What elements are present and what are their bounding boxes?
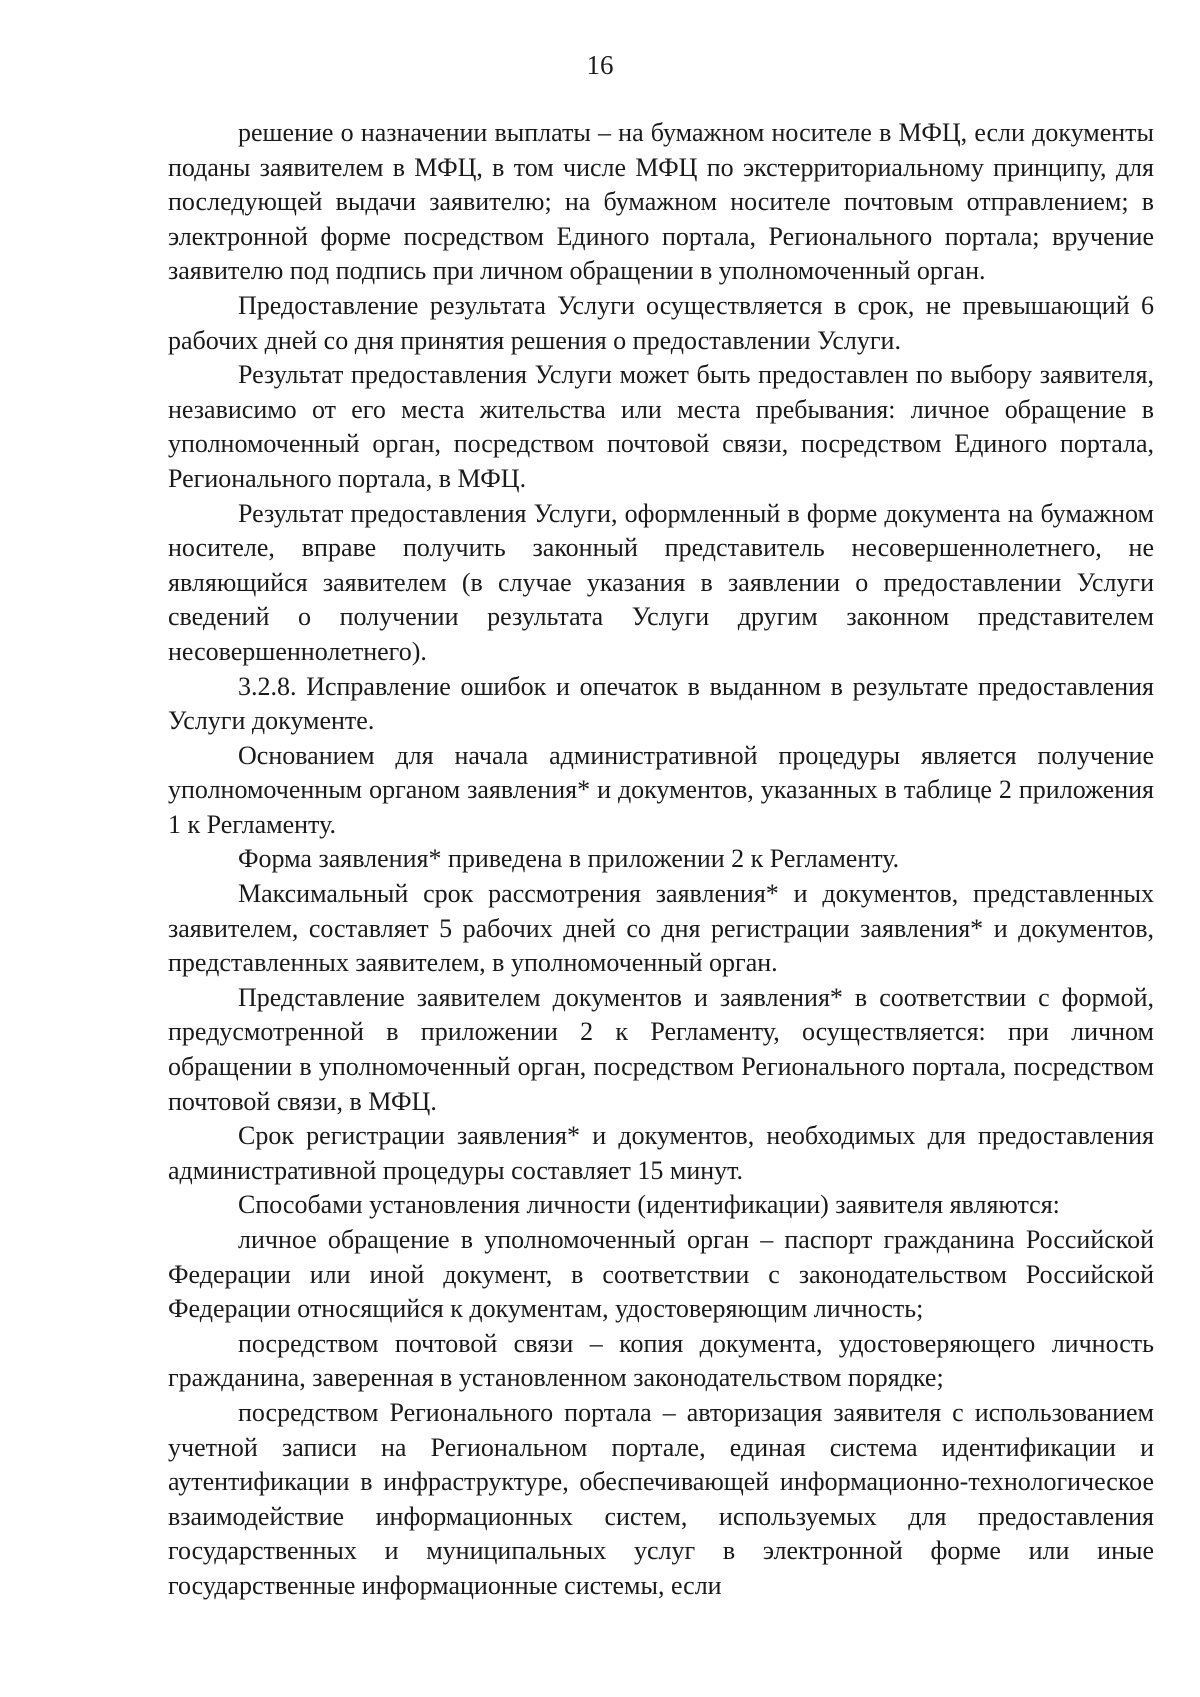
document-body [168, 116, 1154, 1604]
paragraph-result-delivery-options: Результат предоставления Услуги может быть предоставлен по выбору заявителя, независимо от его места жительства или места пребывания: личное обращение в уполномоченный орган, посредством почтовой связи, посредством Единого портала, Регионального портала, в МФЦ. [168, 360, 1154, 493]
paragraph-portal-identification: посредством Регионального портала – авторизация заявителя с использованием учетной записи на Региональном портале, единая система идентификации и аутентификации в инфраструктуре, обеспечивающей информационно-технологическое взаимодействие информационных систем, используемых для предоставления государственных и муниципальных услуг в электронной форме или иные государственные информационные системы, если [168, 1397, 1154, 1600]
paragraph-result-deadline: Предоставление результата Услуги осуществляется в срок, не превышающий 6 рабочих дней со дня принятия решения о предоставлении Услуги. [168, 290, 1154, 355]
paragraph-application-form: Форма заявления* приведена в приложении 2 к Регламенту. [238, 844, 900, 874]
section-heading-3-2-8: 3.2.8. Исправление ошибок и опечаток в выданном в результате предоставления Услуги документе. [168, 671, 1154, 736]
paragraph-identification-methods: Способами установления личности (идентификации) заявителя являются: [238, 1190, 1060, 1220]
paragraph-registration-time: Срок регистрации заявления* и документов, необходимых для предоставления административной процедуры составляет 15 минут. [168, 1121, 1154, 1185]
paragraph-submission-methods: Представление заявителем документов и заявления* в соответствии с формой, предусмотренной в приложении 2 к Регламенту, осуществляется: при личном обращении в уполномоченный орган, посредством Регионального портала, посредством почтовой связи, в МФЦ. [168, 982, 1154, 1116]
paragraph-in-person-identification: личное обращение в уполномоченный орган – паспорт гражданина Российской Федерации или иной документ, в соответствии с законодательством Российской Федерации относящийся к документам, удостоверяющим личность; [168, 1225, 1154, 1324]
paragraph-payment-decision: решение о назначении выплаты – на бумажном носителе в МФЦ, если документы поданы заявителем в МФЦ, в том числе МФЦ по экстерриториальному принципу, для последующей выдачи заявителю; на бумажном носителе почтовым отправлением; в электронной форме посредством Единого портала, Регионального портала; вручение заявителю под подпись при личном обращении в уполномоченный орган. [168, 118, 1154, 286]
paragraph-postal-identification: посредством почтовой связи – копия документа, удостоверяющего личность гражданина, заверенная в установленном законодательством порядке; [168, 1328, 1154, 1393]
page-number: 16 [586, 50, 614, 80]
paragraph-review-period: Максимальный срок рассмотрения заявления* и документов, представленных заявителем, составляет 5 рабочих дней со дня регистрации заявления* и документов, представленных заявителем, в уполномоченный орган. [168, 879, 1154, 978]
paragraph-procedure-basis: Основанием для начала административной процедуры является получение уполномоченным органом заявления* и документов, указанных в таблице 2 приложения 1 к Регламенту. [168, 740, 1154, 839]
paragraph-legal-representative: Результат предоставления Услуги, оформленный в форме документа на бумажном носителе, вправе получить законный представитель несовершеннолетнего, не являющийся заявителем (в случае указания в заявлении о предоставлении Услуги сведений о получении результата Услуги другим законном представителем несовершеннолетнего). [168, 498, 1154, 666]
